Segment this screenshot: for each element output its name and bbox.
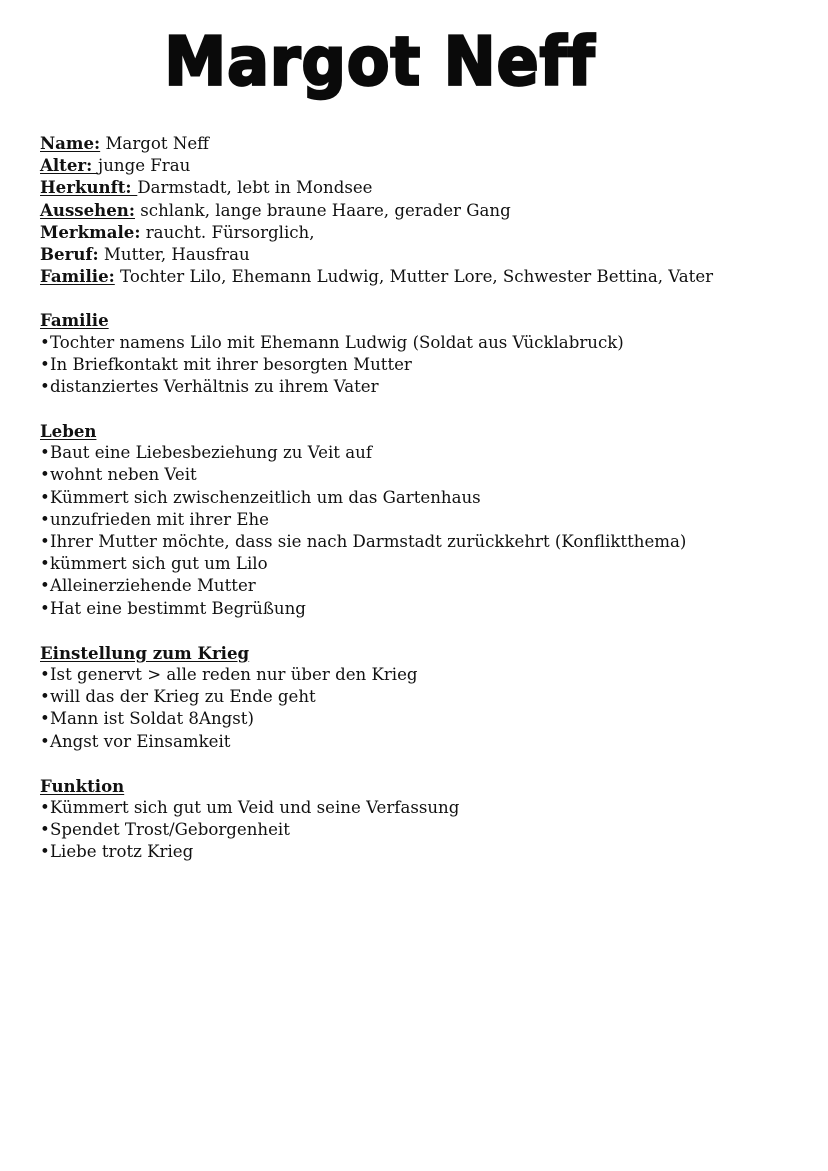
bullet-text: distanziertes Verhältnis zu ihrem Vater xyxy=(50,376,379,396)
profile-value: Darmstadt, lebt in Mondsee xyxy=(137,178,373,198)
bullet-item xyxy=(40,553,810,575)
bullet-item xyxy=(40,531,810,553)
bullet-icon: • xyxy=(40,443,50,463)
bullet-item xyxy=(40,332,810,354)
bullet-item xyxy=(40,686,810,708)
profile-label: Beruf: xyxy=(40,243,99,264)
bullet-icon: • xyxy=(40,664,50,684)
bullet-icon: • xyxy=(40,376,50,396)
bullet-icon: • xyxy=(40,487,50,507)
section-spacer xyxy=(40,620,810,642)
profile-label: Alter: xyxy=(40,155,99,176)
section-heading: Leben xyxy=(40,421,97,442)
bullet-item xyxy=(40,731,810,753)
bullet-text: kümmert sich gut um Lilo xyxy=(50,554,268,574)
bullet-item xyxy=(40,509,810,531)
profile-label: Familie: xyxy=(40,266,115,287)
bullet-icon: • xyxy=(40,797,50,817)
profile-line xyxy=(40,221,810,243)
bullet-icon: • xyxy=(40,598,50,618)
profile-label: Merkmale: xyxy=(40,221,141,242)
bullet-text: wohnt neben Veit xyxy=(50,465,197,485)
bullet-icon: • xyxy=(40,554,50,574)
bullet-text: Ihrer Mutter möchte, dass sie nach Darmstadt zurückkehrt (Konfliktthema) xyxy=(50,532,687,551)
bullet-text: Angst vor Einsamkeit xyxy=(50,731,231,751)
bullet-item xyxy=(40,442,810,464)
bullet-item xyxy=(40,487,810,509)
bullet-text: Hat eine bestimmt Begrüßung xyxy=(50,598,306,618)
bullet-icon: • xyxy=(40,576,50,596)
profile-value: Margot Neff xyxy=(100,134,209,153)
bullet-text: Baut eine Liebesbeziehung zu Veit auf xyxy=(50,443,372,463)
section-spacer xyxy=(40,398,810,420)
bullet-icon: • xyxy=(40,509,50,529)
bullet-text: Mann ist Soldat 8Angst) xyxy=(50,709,254,729)
bullet-icon: • xyxy=(40,354,50,374)
bullet-text: Ist genervt > alle reden nur über den Krieg xyxy=(50,664,418,684)
sections-block xyxy=(40,287,810,863)
bullet-item xyxy=(40,354,810,376)
profile-value: Tochter Lilo, Ehemann Ludwig, Mutter Lore, Schwester Bettina, Vater xyxy=(114,267,714,287)
bullet-text: Kümmert sich gut um Veid und seine Verfassung xyxy=(50,797,460,817)
profile-line xyxy=(40,176,810,198)
bullet-item xyxy=(40,664,810,686)
document-title: Margot Neff xyxy=(164,22,596,101)
bullet-text: Alleinerziehende Mutter xyxy=(50,576,256,596)
bullet-text: Spendet Trost/Geborgenheit xyxy=(50,820,290,840)
bullet-item xyxy=(40,376,810,398)
profile-label: Aussehen: xyxy=(40,199,135,220)
bullet-text: Tochter namens Lilo mit Ehemann Ludwig (Soldat aus Vücklabruck) xyxy=(50,332,624,352)
section-heading: Familie xyxy=(40,310,109,331)
bullet-item xyxy=(40,841,810,863)
bullet-item xyxy=(40,797,810,819)
bullet-text: Kümmert sich zwischenzeitlich um das Gartenhaus xyxy=(50,487,481,507)
bullet-icon: • xyxy=(40,842,50,862)
bullet-text: Liebe trotz Krieg xyxy=(50,842,194,862)
profile-value: junge Frau xyxy=(98,156,191,176)
bullet-item xyxy=(40,464,810,486)
profile-value: raucht. Fürsorglich, xyxy=(140,222,315,242)
section-spacer xyxy=(40,753,810,775)
bullet-item xyxy=(40,598,810,620)
bullet-item xyxy=(40,575,810,597)
bullet-icon: • xyxy=(40,465,50,485)
profile-line xyxy=(40,154,810,176)
document-body xyxy=(40,132,810,863)
bullet-text: unzufrieden mit ihrer Ehe xyxy=(50,509,269,529)
bullet-icon: • xyxy=(40,709,50,729)
bullet-icon: • xyxy=(40,687,50,707)
profile-block xyxy=(40,132,810,287)
profile-line xyxy=(40,243,810,265)
profile-label: Name: xyxy=(40,133,101,153)
bullet-icon: • xyxy=(40,820,50,840)
bullet-text: In Briefkontakt mit ihrer besorgten Mutter xyxy=(50,354,412,374)
bullet-icon: • xyxy=(40,731,50,751)
profile-label: Herkunft: xyxy=(40,177,138,198)
profile-value: schlank, lange braune Haare, gerader Gang xyxy=(135,200,511,220)
section-heading: Funktion xyxy=(40,775,125,796)
bullet-icon: • xyxy=(40,332,50,352)
profile-value: Mutter, Hausfrau xyxy=(98,244,250,264)
section-spacer xyxy=(40,287,810,309)
profile-line xyxy=(40,265,810,287)
bullet-item xyxy=(40,819,810,841)
section-heading: Einstellung zum Krieg xyxy=(40,642,250,663)
bullet-item xyxy=(40,708,810,730)
profile-line xyxy=(40,199,810,221)
bullet-icon: • xyxy=(40,532,50,551)
bullet-text: will das der Krieg zu Ende geht xyxy=(50,687,316,707)
profile-line xyxy=(40,132,810,154)
